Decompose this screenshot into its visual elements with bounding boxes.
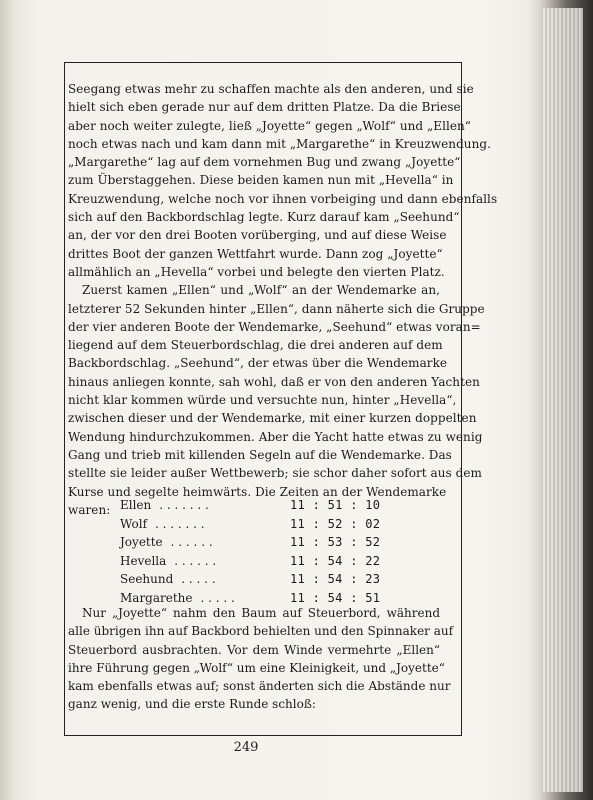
text-line: Steuerbord ausbrachten. Vor dem Winde vermehrte „Ellen“ — [68, 642, 440, 657]
text-line: der vier anderen Boote der Wendemarke, „Seehund“ etwas voran= — [68, 319, 481, 334]
text-line: zwischen dieser und der Wendemarke, mit einer kurzen doppelten — [68, 411, 477, 426]
body-text-bottom — [68, 604, 454, 714]
turning-time: 11 : 54 : 51 — [290, 590, 381, 605]
leader-dots: . . . . . — [181, 572, 216, 587]
text-line: Kurse und segelte heimwärts. Die Zeiten an der Wendemarke — [68, 484, 447, 499]
text-line: Gang und trieb mit killenden Segeln auf die Wendemarke. Das — [68, 447, 452, 462]
yacht-name: Joyette — [120, 535, 163, 550]
text-line: Kreuzwendung, welche noch vor ihnen vorbeiging und dann ebenfalls — [68, 191, 498, 206]
turning-time: 11 : 54 : 22 — [290, 553, 381, 568]
table-row — [120, 552, 380, 571]
text-line: Wendung hindurchzukommen. Aber die Yacht hatte etwas zu wenig — [68, 429, 483, 444]
yacht-name: Margarethe — [120, 590, 193, 605]
table-row — [120, 570, 380, 589]
turning-time: 11 : 54 : 23 — [290, 572, 381, 587]
text-line: hielt sich eben gerade nur auf dem dritten Platze. Da die Briese — [68, 100, 461, 115]
text-line: Seegang etwas mehr zu schaffen machte als den anderen, und sie — [68, 82, 474, 96]
body-text-top — [68, 80, 498, 519]
text-line: aber noch weiter zulegte, ließ „Joyette“ gegen „Wolf“ und „Ellen“ — [68, 118, 471, 133]
leader-dots: . . . . . — [200, 590, 235, 605]
yacht-name: Seehund — [120, 572, 174, 587]
text-line: ihre Führung gegen „Wolf“ um eine Kleinigkeit, und „Joyette“ — [68, 660, 445, 675]
page-number: 249 — [233, 740, 259, 755]
yacht-name: Wolf — [120, 516, 148, 531]
text-line: „Margarethe“ lag auf dem vornehmen Bug und zwang „Joyette“ — [68, 155, 461, 170]
table-row — [120, 515, 380, 534]
text-line: waren: — [68, 502, 111, 517]
text-line: kam ebenfalls etwas auf; sonst änderten sich die Abstände nur — [68, 679, 451, 694]
text-line: nicht klar kommen würde und versuchte nun, hinter „Hevella“, — [68, 393, 457, 408]
text-line: ganz wenig, und die erste Runde schloß: — [68, 697, 316, 712]
text-line: drittes Boot der ganzen Wettfahrt wurde. Dann zog „Joyette“ — [68, 246, 443, 261]
leader-dots: . . . . . . . — [155, 516, 205, 531]
turning-time: 11 : 52 : 02 — [290, 516, 381, 531]
text-line: alle übrigen ihn auf Backbord behielten und den Spinnaker auf — [68, 624, 454, 639]
text-line: letzterer 52 Sekunden hinter „Ellen“, dann näherte sich die Gruppe — [68, 301, 485, 316]
text-line: an, der vor den drei Booten vorüberging, und auf diese Weise — [68, 228, 447, 243]
text-line: hinaus anliegen konnte, sah wohl, daß er von den anderen Yachten — [68, 374, 480, 389]
text-line: liegend auf dem Steuerbordschlag, die drei anderen auf dem — [68, 338, 443, 353]
text-line: Nur „Joyette“ nahm den Baum auf Steuerbord, während — [82, 606, 440, 620]
leader-dots: . . . . . . — [174, 553, 217, 568]
text-line: allmählich an „Hevella“ vorbei und belegte den vierten Platz. — [68, 264, 445, 279]
table-row — [120, 533, 380, 552]
text-line: Backbordschlag. „Seehund“, der etwas über die Wendemarke — [68, 356, 448, 371]
leader-dots: . . . . . . — [170, 535, 213, 550]
text-line: Zuerst kamen „Ellen“ und „Wolf“ an der Wendemarke an, — [82, 283, 440, 298]
page-edges — [543, 8, 583, 792]
yacht-name: Ellen — [120, 498, 152, 512]
yacht-name: Hevella — [120, 553, 167, 568]
text-line: zum Überstaggehen. Diese beiden kamen nun mit „Hevella“ in — [68, 173, 454, 188]
turning-time: 11 : 53 : 52 — [290, 535, 381, 550]
text-line: sich auf den Backbordschlag legte. Kurz darauf kam „Seehund“ — [68, 210, 460, 225]
leader-dots: . . . . . . . — [159, 498, 209, 512]
text-line: stellte sie leider außer Wettbewerb; sie schor daher sofort aus dem — [68, 466, 482, 481]
turning-time: 11 : 51 : 10 — [290, 498, 381, 512]
table-row — [120, 496, 380, 515]
text-line: noch etwas nach und kam dann mit „Margarethe“ in Kreuzwendung. — [68, 136, 491, 151]
turning-mark-times-table — [120, 496, 380, 608]
